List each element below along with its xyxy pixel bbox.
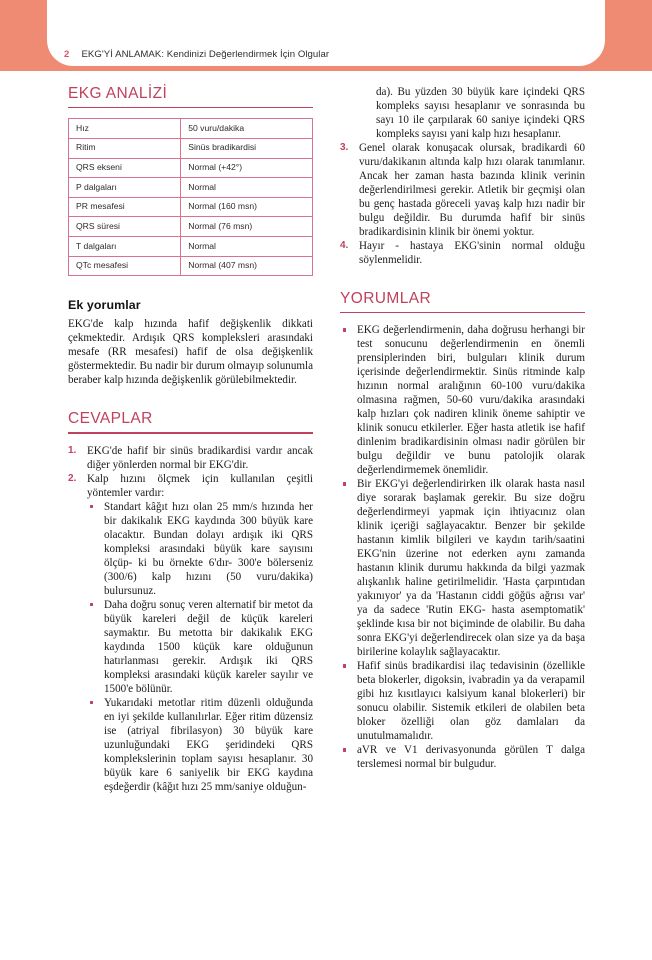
answers-continued-list: [340, 141, 585, 267]
table-cell-value: Sinüs bradikardisi: [181, 138, 313, 158]
list-marker: 1.: [68, 444, 77, 456]
list-item: [340, 323, 585, 477]
list-item-text: Genel olarak konuşacak olursak, bradikardi 60 vuru/dakikanın altında kalp hızı olarak tanımlanır. Ancak her zaman hasta bazında klinik verinin değerlendirilmesi gerekir. Atletik bir geçmişi olan bu genç hastada göreceli yavaş kalp hızı nadir bir bulgu değildir. Bu durumda hafif bir sinüs bradikardisinin klinik bir önemi yoktur.: [359, 142, 585, 238]
heading-rule: [68, 107, 313, 108]
left-column: [68, 85, 313, 794]
table-cell-label: PR mesafesi: [69, 197, 181, 217]
list-item-text: Standart kâğıt hızı olan 25 mm/s hızında her bir dakikalık EKG kaydında 300 büyük kare olacaktır. Bundan dolayı ardışık iki QRS kompleksi arasındaki büyük kare sayısını ölçüp- ki bu örnekte 6'dır- 300'e bölerseniz (300/6) kalp hızını (50 vuru/dakika) bulursunuz.: [104, 500, 313, 597]
ek-yorumlar-paragraph: EKG'de kalp hızında hafif değişkenlik dikkati çekmektedir. Ardışık QRS kompleksleri arasındaki mesafe (RR mesafesi) hafif de olsa değişkenlik göstermektedir. Bu nadir bir durum olmayıp solunumla beraber kalp hızında değişkenlik görülebilmektedir.: [68, 318, 313, 387]
list-item-text: EKG değerlendirmenin, daha doğrusu herhangi bir test sonucunu değerlendirmenin en önemli prensiplerinden biri, bulguları klinik durum içerisinde değerlendirmektir. Sinüs ritminde kalp hızının normal aralığının 60-100 vuru/dakika olmasına rağmen, 50-60 vuru/dakika arasındaki kalp hızları çok nadiren klinik öneme sahiptir ve klinik sonucu etkilerler. Eğer hasta atletik ise hafif dinlenim bradikardisinin olması nadir görülen bir bulgu değildir ve bunu patolojik olarak değerlendirmemek önemlidir.: [357, 324, 585, 477]
bullet-icon: [343, 748, 346, 751]
bullet-icon: [90, 701, 93, 704]
list-marker: 2.: [68, 472, 77, 484]
table-row: [69, 237, 313, 257]
bullet-icon: [90, 505, 93, 508]
list-item: [68, 472, 313, 794]
running-head: [47, 49, 605, 60]
table-row: [69, 178, 313, 198]
spacer: [68, 387, 313, 410]
page-number: 2: [64, 49, 70, 60]
table-cell-label: QRS ekseni: [69, 158, 181, 178]
list-item: [340, 477, 585, 659]
list-item: [340, 743, 585, 771]
right-column: [340, 85, 585, 771]
heading-rule: [68, 432, 313, 433]
list-item-text: Daha doğru sonuç veren alternatif bir metot da büyük kareleri değil de küçük kareleri saymaktır. Bu metotta bir dakikalık EKG kaydında 1500 küçük kare olduğunun hatırlanması gerekir. Ardışık iki QRS kompleksi arasındaki küçük kareler sayılır ve 1500'e bölünür.: [104, 598, 313, 695]
table-cell-label: Ritim: [69, 138, 181, 158]
heading-ek-yorumlar: Ek yorumlar: [68, 298, 141, 313]
bullet-icon: [343, 482, 346, 485]
comments-list: [340, 323, 585, 771]
table-cell-label: QRS süresi: [69, 217, 181, 237]
list-item-text: Yukarıdaki metotlar ritim düzenli olduğunda en iyi şekilde kullanılırlar. Eğer ritim düzensiz ise (atriyal fibrilasyon) 30 büyük kare uzunluğundaki EKG şeridindeki QRS komplekslerinin toplam sayısı hesaplanır. 30 büyük kare 6 saniyelik bir EKG kaydına eşdeğerdir (kâğıt hızı 25 mm/saniye olduğun-: [104, 696, 313, 793]
bullet-icon: [343, 664, 346, 667]
heading-rule: [340, 312, 585, 313]
table-cell-value: Normal (160 msn): [181, 197, 313, 217]
spacer: [340, 267, 585, 290]
list-item: [340, 141, 585, 239]
list-item: [340, 239, 585, 267]
table-row: [69, 119, 313, 139]
table-cell-label: P dalgaları: [69, 178, 181, 198]
bullet-icon: [90, 603, 93, 606]
table-cell-value: Normal: [181, 237, 313, 257]
table-row: [69, 256, 313, 276]
heading-cevaplar: CEVAPLAR: [68, 410, 153, 428]
continuation-paragraph: da). Bu yüzden 30 büyük kare içindeki QRS kompleks sayısı hesaplanır ve sonrasında bu sayı 10 ile çarpılarak 60 saniye içindeki QRS kompleks sayısı yani kalp hızı hesaplanır.: [376, 86, 585, 140]
page-header-band: [0, 0, 652, 71]
table-cell-value: Normal: [181, 178, 313, 198]
list-item-text: Hafif sinüs bradikardisi ilaç tedavisinin (özellikle beta blokerler, digoksin, ivabradin ya da verapamil gibi hız kısıtlayıcı kalsiyum kanal blokerleri) bir sonucu olabilir. Sistemik etkileri de olabilen beta bloker özelliği olan göz damlaları da unutulmamalıdır.: [357, 660, 585, 743]
table-cell-value: Normal (76 msn): [181, 217, 313, 237]
list-item-text: Kalp hızını ölçmek için kullanılan çeşitli yöntemler vardır:: [87, 472, 313, 499]
bullet-icon: [343, 328, 346, 331]
list-item: [87, 696, 313, 794]
running-head-title: EKG'Yİ ANLAMAK: Kendinizi Değerlendirmek İçin Olgular: [81, 49, 330, 60]
ekg-analysis-table: [68, 118, 313, 276]
list-item: [87, 598, 313, 696]
table-cell-label: QTc mesafesi: [69, 256, 181, 276]
list-marker: 3.: [340, 142, 349, 153]
list-marker: 4.: [340, 240, 349, 251]
list-item-text: Bir EKG'yi değerlendirirken ilk olarak hasta nasıl diye sorarak başlamak gerekir. Bu size doğru değerlendirmeyi yapmak için ihtiyacınız olan klinik içeriği sağlayacaktır. Benzer bir şekilde hastanın kimlik bilgileri ve kaydın tarih/saatini EKG'nin üzerine not ederken aynı zamanda hastanın klinik durumu hakkında da bilgi yazmak alışkanlık haline getirilmelidir. 'Hasta çarpıntıdan yakınıyor' ya da 'Hastanın ciddi göğüs ağrısı var' ya da sadece 'Rutin EKG- hasta asemptomatik' şeklinde kısa bir not biçiminde de olabilir. Bu daha sonra EKG'yi değerlendirecek olan size ya da başa birilerine kolaylık sağlayacaktır.: [357, 478, 585, 659]
heading-yorumlar: YORUMLAR: [340, 290, 432, 307]
list-item: [87, 500, 313, 598]
list-item-text: EKG'de hafif bir sinüs bradikardisi vardır ancak diğer yönlerden normal bir EKG'dir.: [87, 444, 313, 471]
table-cell-value: Normal (+42°): [181, 158, 313, 178]
header-white-plate: [47, 0, 605, 66]
table-row: [69, 138, 313, 158]
answers-list: [68, 444, 313, 794]
table-cell-label: T dalgaları: [69, 237, 181, 257]
list-item-text: Hayır - hastaya EKG'sinin normal olduğu söylenmelidir.: [359, 240, 585, 266]
table-cell-label: Hız: [69, 119, 181, 139]
ekg-analysis-table-body: [69, 119, 313, 276]
answers-sub-bullets: [87, 500, 313, 794]
heading-ekg-analizi: EKG ANALİZİ: [68, 85, 168, 102]
table-row: [69, 197, 313, 217]
list-item: [340, 659, 585, 743]
table-cell-value: Normal (407 msn): [181, 256, 313, 276]
list-item: [68, 444, 313, 472]
table-row: [69, 217, 313, 237]
table-row: [69, 158, 313, 178]
list-item-text: aVR ve V1 derivasyonunda görülen T dalga terslemesi normal bir bulgudur.: [357, 744, 585, 771]
table-cell-value: 50 vuru/dakika: [181, 119, 313, 139]
